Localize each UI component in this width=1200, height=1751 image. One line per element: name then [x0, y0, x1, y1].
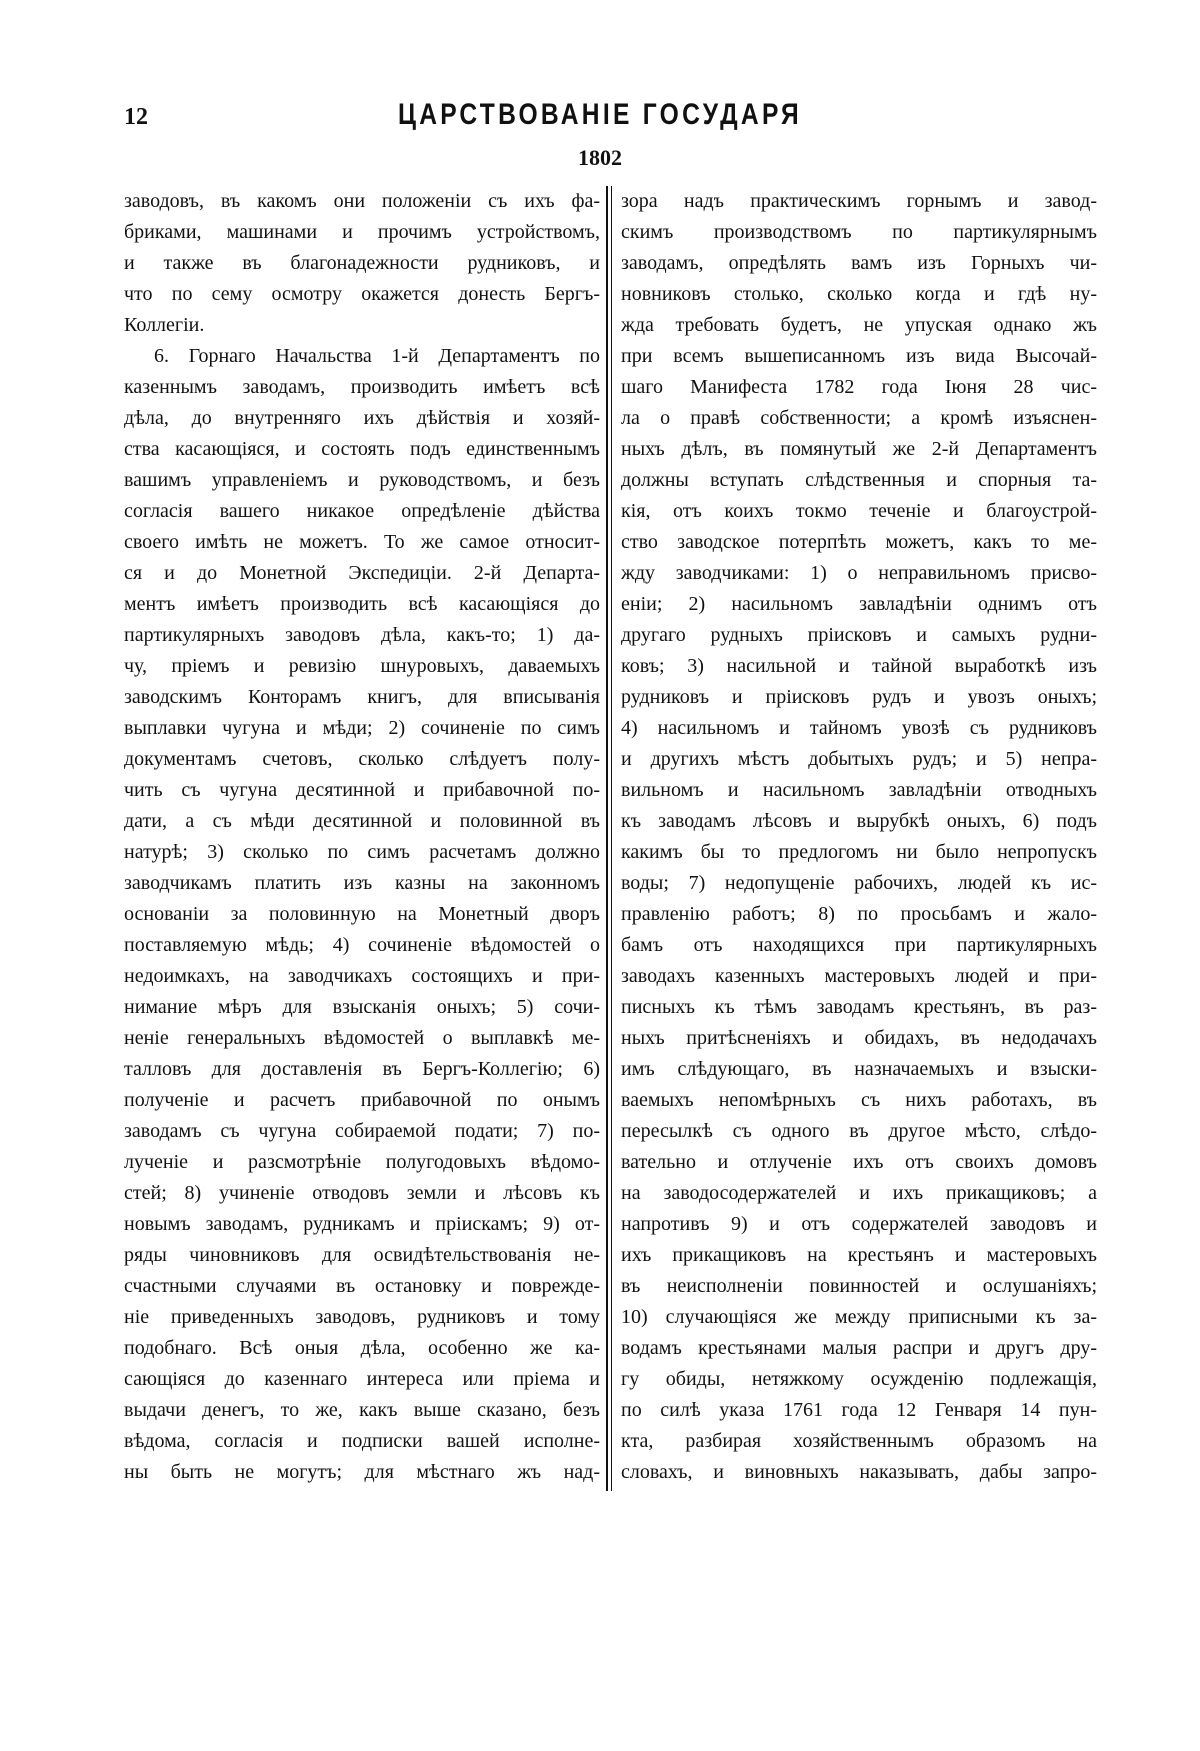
text-line: вильномъ и насильномъ завладѣніи отводныхъ [621, 779, 1097, 801]
text-line: зора надъ практическимъ горнымъ и завод- [621, 190, 1097, 212]
text-line: дѣла, до внутренняго ихъ дѣйствія и хозяй- [124, 407, 600, 429]
text-line: должны вступать слѣдственныя и спорныя та- [621, 469, 1097, 491]
text-line: ніе приведенныхъ заводовъ, рудниковъ и тому [124, 1306, 600, 1328]
text-line: чить съ чугуна десятинной и прибавочной по- [124, 779, 600, 801]
text-line: по силѣ указа 1761 года 12 Генваря 14 пун- [621, 1399, 1097, 1421]
column-divider [606, 186, 612, 1491]
text-line: чу, пріемъ и ревизію шнуровыхъ, даваемыхъ [124, 655, 600, 677]
text-line: жда требовать будетъ, не упуская однако жъ [621, 314, 1097, 336]
text-line: словахъ, и виновныхъ наказывать, дабы запро- [621, 1461, 1097, 1483]
text-line: ковъ; 3) насильной и тайной выработкѣ изъ [621, 655, 1097, 677]
year-heading: 1802 [578, 145, 622, 170]
text-line: на заводосодержателей и ихъ прикащиковъ; а [621, 1182, 1097, 1204]
text-line: напротивъ 9) и отъ содержателей заводовъ и [621, 1213, 1097, 1235]
text-line: что по сему осмотру окажется донесть Бергъ- [124, 283, 600, 305]
text-line: поставляемую мѣдь; 4) сочиненіе вѣдомостей о [124, 934, 600, 956]
text-line: при всемъ вышеписанномъ изъ вида Высочай- [621, 345, 1097, 367]
text-line: ства касающіяся, и состоять подъ единственнымъ [124, 438, 600, 460]
text-line: какимъ бы то предлогомъ ни было непропускъ [621, 841, 1097, 863]
text-line: партикулярныхъ заводовъ дѣла, какъ-то; 1) да- [124, 624, 600, 646]
page-number: 12 [124, 104, 148, 130]
text-line: ся и до Монетной Экспедиціи. 2-й Департа- [124, 562, 600, 584]
text-line: 4) насильномъ и тайномъ увозѣ съ рудниковъ [621, 717, 1097, 739]
text-line: пересылкѣ съ одного въ другое мѣсто, слѣдо- [621, 1120, 1097, 1142]
text-line: вѣдома, согласія и подписки вашей исполне- [124, 1430, 600, 1452]
text-line: нимание мѣръ для взысканія оныхъ; 5) сочи- [124, 996, 600, 1018]
text-line: полученіе и расчетъ прибавочной по онымъ [124, 1089, 600, 1111]
text-line: къ заводамъ лѣсовъ и вырубкѣ оныхъ, 6) подъ [621, 810, 1097, 832]
text-line: воды; 7) недопущеніе рабочихъ, людей къ ис- [621, 872, 1097, 894]
text-line: ныхъ притѣсненіяхъ и обидахъ, въ недодачахъ [621, 1027, 1097, 1049]
text-line: ство заводское потерпѣть можетъ, какъ то ме- [621, 531, 1097, 553]
text-line: рудниковъ и пріисковъ рудъ и увозъ оныхъ; [621, 686, 1097, 708]
text-line: недоимкахъ, на заводчикахъ состоящихъ и при- [124, 965, 600, 987]
text-line: и другихъ мѣстъ добытыхъ рудъ; и 5) непра- [621, 748, 1097, 770]
text-line: Коллегіи. [124, 314, 205, 336]
text-line: основаніи за половинную на Монетный дворъ [124, 903, 600, 925]
text-line: подобнаго. Всѣ оныя дѣла, особенно же ка- [124, 1337, 600, 1359]
text-line: писныхъ къ тѣмъ заводамъ крестьянъ, въ раз- [621, 996, 1097, 1018]
text-line: стей; 8) учиненіе отводовъ земли и лѣсовъ къ [124, 1182, 600, 1204]
text-line: водамъ крестьянами малыя распри и другъ дру- [621, 1337, 1097, 1359]
text-line: скимъ производствомъ по партикулярнымъ [621, 221, 1097, 243]
text-line: заводскимъ Конторамъ книгъ, для вписыванія [124, 686, 600, 708]
text-line: заводовъ, въ какомъ они положеніи съ ихъ фа- [124, 190, 600, 212]
text-line: документамъ счетовъ, сколько слѣдуетъ полу- [124, 748, 600, 770]
text-line: кія, отъ коихъ токмо теченіе и благоустрой- [621, 500, 1097, 522]
text-line: талловъ для доставленія въ Бергъ-Коллегію; 6) [124, 1058, 600, 1080]
text-line: гу обиды, нетяжкому осужденію подлежащія, [621, 1368, 1097, 1390]
text-line: ла о правѣ собственности; а кромѣ изъяснен- [621, 407, 1097, 429]
text-line: шаго Манифеста 1782 года Іюня 28 чис- [621, 376, 1097, 398]
running-title: ЦАРСТВОВАНІЕ ГОСУДАРЯ [397, 98, 803, 131]
text-line: выплавки чугуна и мѣди; 2) сочиненіе по симъ [124, 717, 600, 739]
left-text-column [124, 186, 600, 1488]
text-line: и также въ благонадежности рудниковъ, и [124, 252, 600, 274]
text-line: 6. Горнаго Начальства 1-й Департаментъ по [154, 345, 600, 367]
text-line: бриками, машинами и прочимъ устройствомъ, [124, 221, 600, 243]
right-text-column [621, 186, 1097, 1488]
text-line: заводамъ, опредѣлять вамъ изъ Горныхъ чи- [621, 252, 1097, 274]
text-line: правленію работъ; 8) по просьбамъ и жало- [621, 903, 1097, 925]
text-line: вашимъ управленіемъ и руководствомъ, и безъ [124, 469, 600, 491]
text-line: бамъ отъ находящихся при партикулярныхъ [621, 934, 1097, 956]
text-line: счастными случаями въ остановку и поврежде- [124, 1275, 600, 1297]
text-line: имъ слѣдующаго, въ назначаемыхъ и взыски- [621, 1058, 1097, 1080]
text-line: заводахъ казенныхъ мастеровыхъ людей и при- [621, 965, 1097, 987]
text-line: заводамъ съ чугуна собираемой подати; 7) по- [124, 1120, 600, 1142]
text-line: заводчикамъ платить изъ казны на законномъ [124, 872, 600, 894]
text-line: новымъ заводамъ, рудникамъ и пріискамъ; 9) от- [124, 1213, 600, 1235]
text-line: ментъ имѣетъ производить всѣ касающіяся до [124, 593, 600, 615]
text-line: казеннымъ заводамъ, производить имѣетъ всѣ [124, 376, 600, 398]
text-line: еніи; 2) насильномъ завладѣніи однимъ отъ [621, 593, 1097, 615]
text-line: въ неисполненіи повинностей и ослушаніяхъ; [621, 1275, 1097, 1297]
text-line: новниковъ столько, сколько когда и гдѣ ну- [621, 283, 1097, 305]
text-line: своего имѣть не можетъ. То же самое относит- [124, 531, 600, 553]
text-line: жду заводчиками: 1) о неправильномъ присво- [621, 562, 1097, 584]
text-line: неніе генеральныхъ вѣдомостей о выплавкѣ ме- [124, 1027, 600, 1049]
text-line: лученіе и разсмотрѣніе полугодовыхъ вѣдомо- [124, 1151, 600, 1173]
text-line: ряды чиновниковъ для освидѣтельствованія не- [124, 1244, 600, 1266]
text-line: ныхъ дѣлъ, въ помянутый же 2-й Департаментъ [621, 438, 1097, 460]
text-line: сающіяся до казеннаго интереса или пріема и [124, 1368, 600, 1390]
text-line: ны быть не могутъ; для мѣстнаго жъ над- [124, 1461, 600, 1483]
text-line: 10) случающіяся же между приписными къ за- [621, 1306, 1097, 1328]
text-line: другаго рудныхъ пріисковъ и самыхъ рудни- [621, 624, 1097, 646]
text-line: выдачи денегъ, то же, какъ выше сказано, безъ [124, 1399, 600, 1421]
text-line: ваемыхъ непомѣрныхъ съ нихъ работахъ, въ [621, 1089, 1097, 1111]
text-line: дати, а съ мѣди десятинной и половинной въ [124, 810, 600, 832]
text-line: ихъ прикащиковъ на крестьянъ и мастеровыхъ [621, 1244, 1097, 1266]
text-line: натурѣ; 3) сколько по симъ расчетамъ должно [124, 841, 600, 863]
text-line: кта, разбирая хозяйственнымъ образомъ на [621, 1430, 1097, 1452]
text-line: вательно и отлученіе ихъ отъ своихъ домовъ [621, 1151, 1097, 1173]
text-line: согласія вашего никакое опредѣленіе дѣйства [124, 500, 600, 522]
